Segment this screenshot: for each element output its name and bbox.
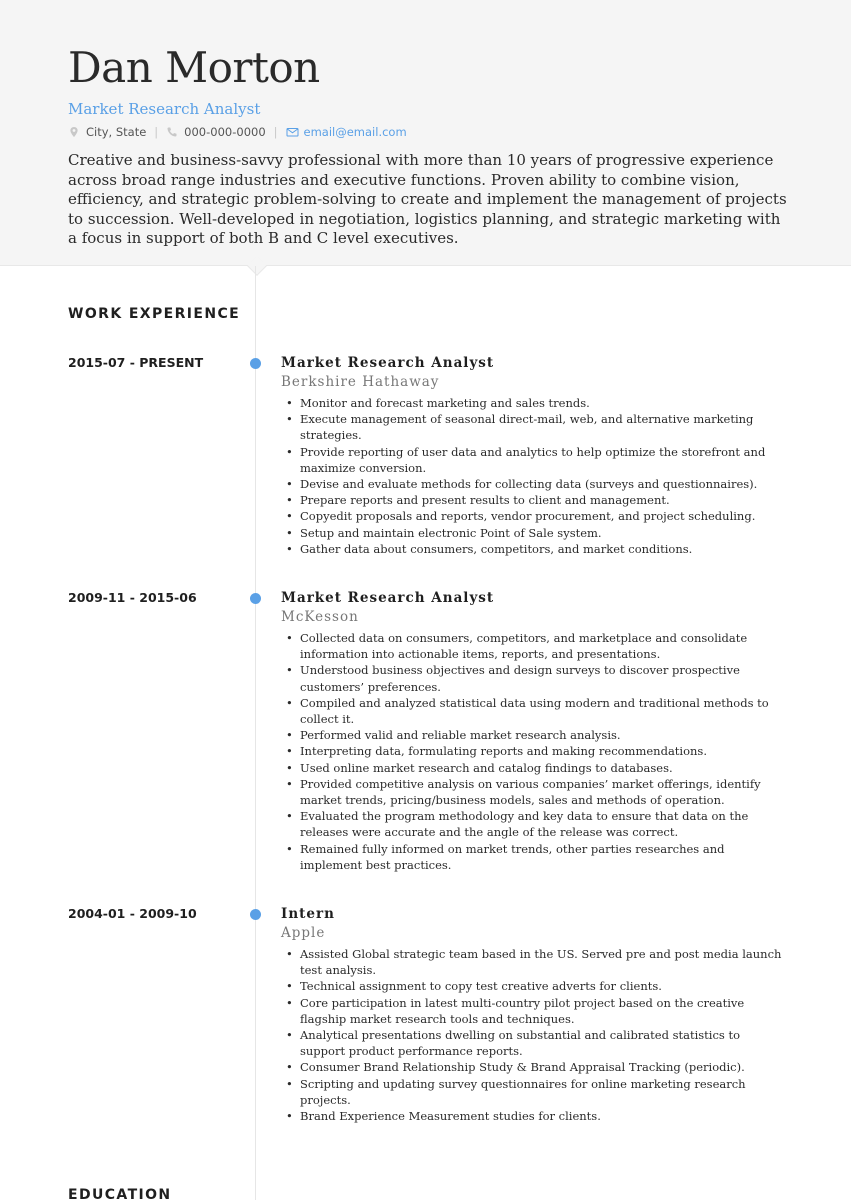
list-item: • Core participation in latest multi-country pilot project based on the creative flagship market research tools and techniques. [281, 995, 786, 1027]
job-date: 2004-01 - 2009-10 [68, 906, 197, 921]
list-item: • Used online market research and catalog findings to databases. [281, 760, 786, 776]
job-company: Berkshire Hathaway [281, 374, 440, 390]
list-item: • Analytical presentations dwelling on substantial and calibrated statistics to support product performance reports. [281, 1027, 786, 1059]
job-role: Market Research Analyst [281, 355, 495, 371]
list-item: • Setup and maintain electronic Point of Sale system. [281, 525, 786, 541]
job-role: Market Research Analyst [281, 590, 495, 606]
contact-info [68, 124, 407, 140]
candidate-name: Dan Morton [68, 43, 320, 92]
list-item: • Prepare reports and present results to client and management. [281, 492, 786, 508]
job-date: 2015-07 - PRESENT [68, 355, 204, 370]
list-item: • Technical assignment to copy test creative adverts for clients. [281, 978, 786, 994]
candidate-title: Market Research Analyst [68, 100, 261, 118]
list-item: • Copyedit proposals and reports, vendor procurement, and project scheduling. [281, 508, 786, 524]
work-experience-heading: WORK EXPERIENCE [68, 306, 241, 322]
email-icon [286, 126, 298, 138]
list-item: • Remained fully informed on market trends, other parties researches and implement best practices. [281, 841, 786, 873]
list-item: • Monitor and forecast marketing and sales trends. [281, 395, 786, 411]
list-item: • Devise and evaluate methods for collecting data (surveys and questionnaires). [281, 476, 786, 492]
contact-location: City, State [86, 125, 147, 139]
job-bullets [281, 946, 786, 1124]
list-item: • Compiled and analyzed statistical data using modern and traditional methods to collect it. [281, 695, 786, 727]
timeline-dot [250, 593, 261, 604]
list-item: • Provide reporting of user data and analytics to help optimize the storefront and maximize conversion. [281, 444, 786, 476]
contact-phone: 000-000-0000 [184, 125, 266, 139]
timeline-dot [250, 909, 261, 920]
list-item: • Provided competitive analysis on various companies’ market offerings, identify market trends, pricing/business models, sales and methods of operation. [281, 776, 786, 808]
job-date: 2009-11 - 2015-06 [68, 590, 197, 605]
list-item: • Consumer Brand Relationship Study & Brand Appraisal Tracking (periodic). [281, 1059, 786, 1075]
list-item: • Collected data on consumers, competitors, and marketplace and consolidate information into actionable items, reports, and presentations. [281, 630, 786, 662]
timeline-line [255, 266, 256, 1200]
contact-separator: | [273, 125, 278, 139]
location-pin-icon [68, 126, 80, 138]
education-heading: EDUCATION [68, 1187, 172, 1200]
job-company: McKesson [281, 609, 359, 625]
contact-email[interactable]: email@email.com [303, 125, 407, 139]
timeline-dot [250, 358, 261, 369]
job-bullets [281, 395, 786, 557]
contact-separator: | [154, 125, 159, 139]
list-item: • Execute management of seasonal direct-mail, web, and alternative marketing strategies. [281, 411, 786, 443]
list-item: • Interpreting data, formulating reports and making recommendations. [281, 743, 786, 759]
job-bullets [281, 630, 786, 873]
list-item: • Scripting and updating survey questionnaires for online marketing research projects. [281, 1076, 786, 1108]
job-role: Intern [281, 906, 335, 922]
professional-summary: Creative and business-savvy professional with more than 10 years of progressive experience across broad range industries and executive functions. Proven ability to combine vision, efficiency, and strategic problem-solving to create and implement the management of projects to succession. Well-developed in negotiation, logistics planning, and strategic marketing with a focus in support of both B and C level executives. [68, 151, 787, 248]
list-item: • Evaluated the program methodology and key data to ensure that data on the releases were accurate and the angle of the release was correct. [281, 808, 786, 840]
list-item: • Gather data about consumers, competitors, and market conditions. [281, 541, 786, 557]
list-item: • Understood business objectives and design surveys to discover prospective customers’ preferences. [281, 662, 786, 694]
job-company: Apple [281, 925, 326, 941]
list-item: • Performed valid and reliable market research analysis. [281, 727, 786, 743]
list-item: • Assisted Global strategic team based in the US. Served pre and post media launch test analysis. [281, 946, 786, 978]
phone-icon [166, 126, 178, 138]
list-item: • Brand Experience Measurement studies for clients. [281, 1108, 786, 1124]
